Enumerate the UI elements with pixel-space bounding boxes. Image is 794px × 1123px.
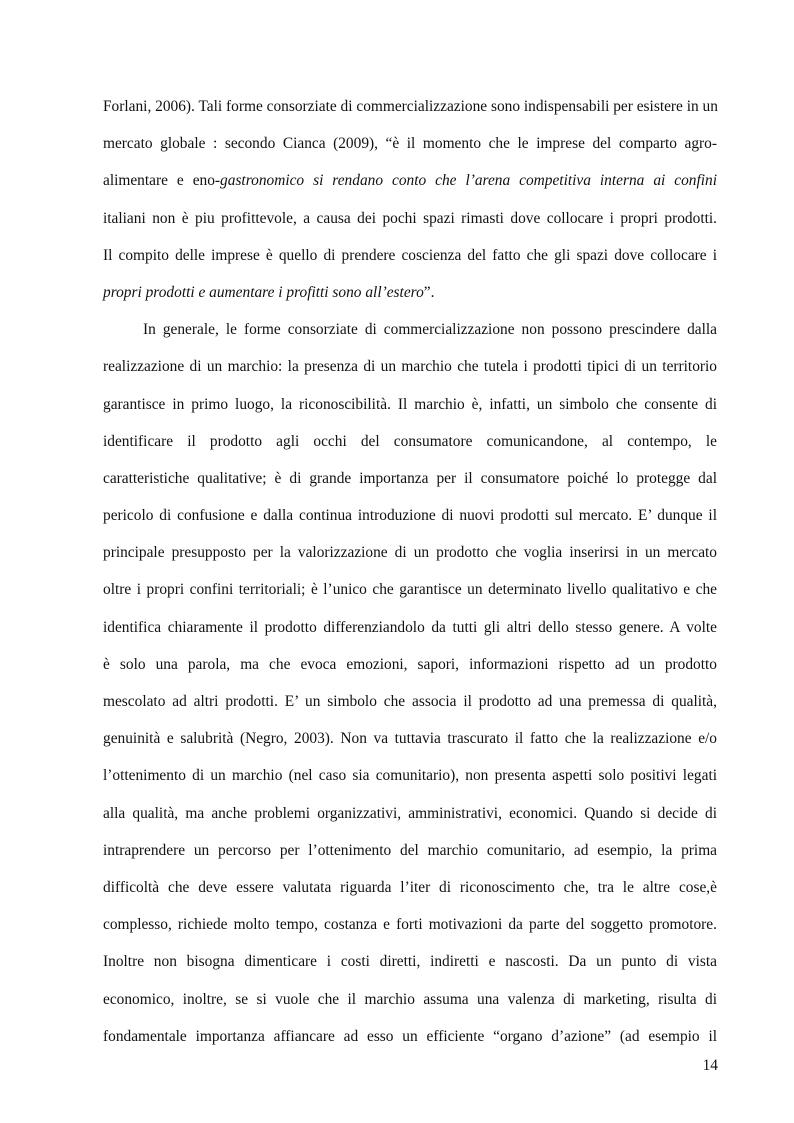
text-run: pericolo di confusione e dalla continua introduzione di nuovi prodotti sul mercato. E’ dunque il [103, 507, 717, 525]
text-line [103, 646, 717, 683]
text-line [103, 571, 717, 608]
text-run: identificare il prodotto agli occhi del consumatore comunicandone, al contempo, le [103, 432, 717, 450]
text-line [103, 795, 717, 832]
page-number: 14 [702, 1057, 718, 1074]
text-line [103, 943, 717, 980]
text-run: identifica chiaramente il prodotto differenziandolo da tutti gli altri dello stesso genere. A volte [103, 618, 717, 636]
text-run: complesso, richiede molto tempo, costanza e forti motivazioni da parte del soggetto promotore. [103, 916, 717, 934]
text-run: Forlani, 2006). Tali forme consorziate di commercializzazione sono indispensabili per esistere in un [103, 98, 718, 115]
body-text [103, 88, 717, 1055]
text-run: mercato globale : secondo Cianca (2009), “è il momento che le imprese del comparto agro- [103, 135, 717, 153]
text-line [103, 423, 717, 460]
text-line [103, 200, 717, 237]
text-run: è solo una parola, ma che evoca emozioni, sapori, informazioni rispetto ad un prodotto [103, 655, 717, 673]
text-line [103, 237, 717, 274]
text-run: fondamentale importanza affiancare ad esso un efficiente “organo d’azione” (ad esempio il [103, 1027, 717, 1045]
text-run: garantisce in primo luogo, la riconoscibilità. Il marchio è, infatti, un simbolo che consente di [103, 395, 717, 413]
text-run: Inoltre non bisogna dimenticare i costi diretti, indiretti e nascosti. Da un punto di vista [103, 953, 717, 971]
text-run: alimentare e eno- [103, 172, 221, 190]
text-run: alla qualità, ma anche problemi organizzativi, amministrativi, economici. Quando si decide di [103, 804, 717, 822]
text-line [103, 125, 717, 162]
text-run: mescolato ad altri prodotti. E’ un simbolo che associa il prodotto ad una premessa di qualità, [103, 693, 717, 710]
text-run: oltre i propri confini territoriali; è l’unico che garantisce un determinato livello qualitativo e che [103, 581, 717, 599]
text-line [103, 460, 717, 497]
text-run: italiani non è piu profittevole, a causa dei pochi spazi rimasti dove collocare i propri prodotti. [103, 209, 717, 227]
text-line [103, 757, 717, 794]
text-run: In generale, le forme consorziate di commercializzazione non possono prescindere dalla [143, 321, 717, 339]
text-line [103, 274, 717, 311]
text-run: principale presupposto per la valorizzazione di un prodotto che voglia inserirsi in un mercato [103, 544, 717, 562]
text-line [103, 720, 717, 757]
document-page [103, 88, 717, 1055]
text-line [103, 683, 717, 720]
text-line [103, 906, 717, 943]
text-run: realizzazione di un marchio: la presenza di un marchio che tutela i prodotti tipici di un territorio [103, 358, 717, 376]
text-run: caratteristiche qualitative; è di grande importanza per il consumatore poiché lo protegge dal [103, 469, 717, 487]
text-line [103, 609, 717, 646]
text-line [103, 869, 717, 906]
text-run: difficoltà che deve essere valutata riguarda l’iter di riconoscimento che, tra le altre cose,è [103, 878, 717, 896]
text-line [103, 1018, 717, 1055]
text-run: l’ottenimento di un marchio (nel caso sia comunitario), non presenta aspetti solo positivi legati [103, 767, 717, 785]
text-line [103, 832, 717, 869]
text-run: genuinità e salubrità (Negro, 2003). Non va tuttavia trascurato il fatto che la realizzazione e/o [103, 730, 717, 748]
text-run: ”. [423, 283, 435, 301]
text-line [103, 534, 717, 571]
text-run: Il compito delle imprese è quello di prendere coscienza del fatto che gli spazi dove collocare i [103, 246, 717, 264]
text-line [103, 311, 717, 348]
text-line [103, 162, 717, 199]
text-line [103, 348, 717, 385]
text-line [103, 497, 717, 534]
text-line [103, 386, 717, 423]
text-run: intraprendere un percorso per l’ottenimento del marchio comunitario, ad esempio, la prima [103, 841, 717, 859]
text-line [103, 981, 717, 1018]
italic-text: gastronomico si rendano conto che l’arena competitiva interna ai confini [220, 172, 717, 190]
italic-text: propri prodotti e aumentare i profitti sono all’estero [103, 283, 424, 301]
text-line [103, 88, 717, 125]
text-run: economico, inoltre, se si vuole che il marchio assuma una valenza di marketing, risulta di [103, 990, 717, 1008]
